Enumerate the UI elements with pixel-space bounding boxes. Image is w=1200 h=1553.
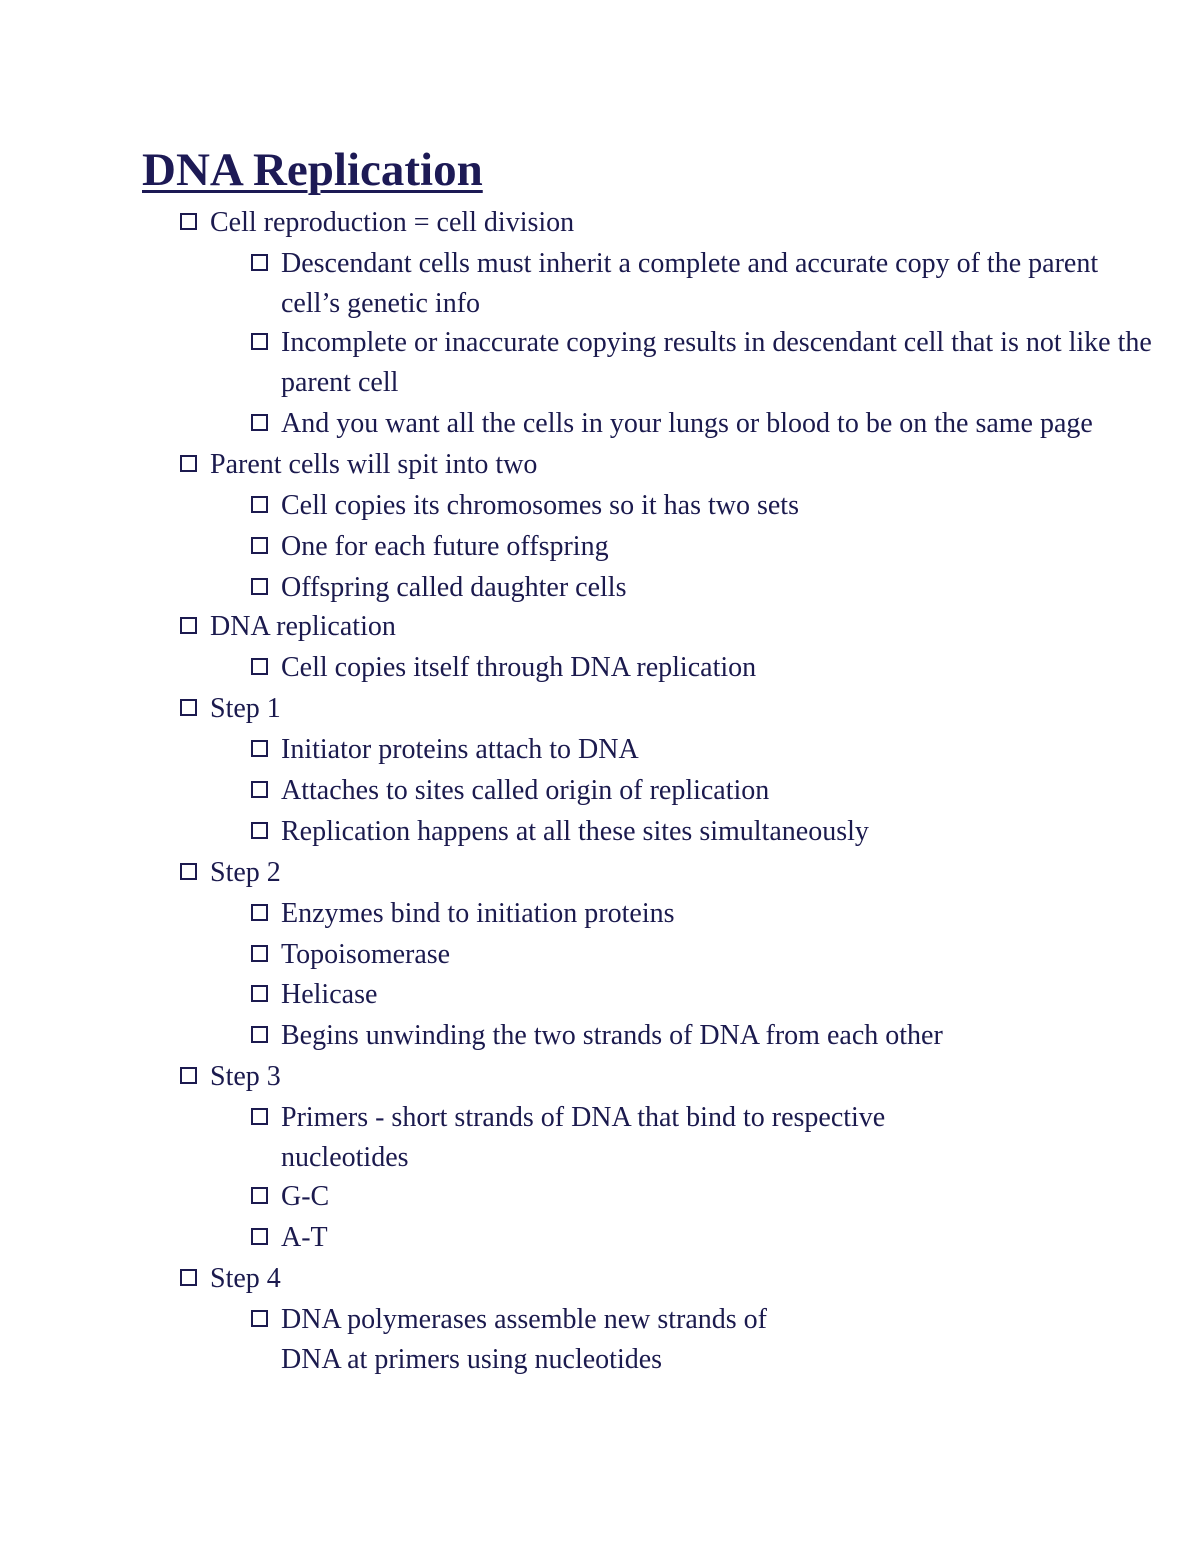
outline-subitem-text: Attaches to sites called origin of replication	[281, 775, 770, 806]
checkbox-square-icon	[251, 1026, 268, 1043]
outline-subitem-text: And you want all the cells in your lungs or blood to be on the same page	[281, 408, 1093, 439]
outline-subitem-text: Incomplete or inaccurate copying results in descendant cell that is not like the parent cell	[281, 327, 1159, 398]
outline-item-text: Step 3	[210, 1061, 281, 1092]
outline-subitem-text: A-T	[281, 1222, 328, 1253]
checkbox-square-icon	[251, 1108, 268, 1125]
outline-subitem-text: Initiator proteins attach to DNA	[281, 734, 639, 765]
checkbox-square-icon	[251, 414, 268, 431]
checkbox-square-icon	[251, 904, 268, 921]
outline-subitem-text: Topoisomerase	[281, 939, 451, 970]
outline-item	[210, 445, 537, 485]
checkbox-square-icon	[180, 1067, 197, 1084]
outline-subitem	[281, 527, 1161, 567]
outline-subitem	[281, 1218, 1161, 1258]
outline-subitem	[281, 771, 1161, 811]
outline-subitem	[281, 1098, 941, 1177]
outline-subitem	[281, 568, 1161, 608]
outline-subitem	[281, 244, 1161, 323]
outline-subitem-text: Primers - short strands of DNA that bind to respective nucleotides	[281, 1102, 893, 1173]
outline-subitem	[281, 404, 1181, 444]
outline-subitem-text: One for each future offspring	[281, 531, 609, 562]
outline-subitem	[281, 1016, 1161, 1056]
checkbox-square-icon	[180, 213, 197, 230]
checkbox-square-icon	[251, 1310, 268, 1327]
checkbox-square-icon	[251, 658, 268, 675]
outline-subitem	[281, 323, 1161, 402]
outline-subitem-text: Replication happens at all these sites simultaneously	[281, 816, 869, 847]
checkbox-square-icon	[251, 781, 268, 798]
outline-item-text: DNA replication	[210, 611, 396, 642]
outline-subitem-text: Descendant cells must inherit a complete and accurate copy of the parent cell’s genetic info	[281, 248, 1106, 319]
outline-subitem-text: DNA polymerases assemble new strands of DNA at primers using nucleotides	[281, 1304, 775, 1375]
outline-item	[210, 1057, 281, 1097]
checkbox-square-icon	[180, 617, 197, 634]
outline-subitem-text: Helicase	[281, 979, 378, 1010]
page-title: DNA Replication	[142, 144, 483, 196]
checkbox-square-icon	[180, 455, 197, 472]
checkbox-square-icon	[251, 822, 268, 839]
outline-item-text: Parent cells will spit into two	[210, 449, 538, 480]
outline-item-text: Cell reproduction = cell division	[210, 207, 575, 238]
outline-subitem	[281, 486, 1161, 526]
outline-subitem-text: G-C	[281, 1181, 330, 1212]
checkbox-square-icon	[251, 985, 268, 1002]
outline-item	[210, 853, 281, 893]
outline-item-text: Step 4	[210, 1263, 281, 1294]
outline-item	[210, 1259, 281, 1299]
outline-subitem	[281, 730, 1161, 770]
outline-subitem	[281, 812, 1161, 852]
checkbox-square-icon	[251, 1187, 268, 1204]
checkbox-square-icon	[251, 333, 268, 350]
outline-subitem	[281, 1300, 821, 1379]
outline-item	[210, 607, 396, 647]
outline-item-text: Step 2	[210, 857, 281, 888]
checkbox-square-icon	[251, 1228, 268, 1245]
checkbox-square-icon	[251, 537, 268, 554]
checkbox-square-icon	[180, 699, 197, 716]
outline-subitem	[281, 975, 1161, 1015]
outline-item	[210, 203, 574, 243]
outline-subitem-text: Cell copies itself through DNA replication	[281, 652, 757, 683]
checkbox-square-icon	[180, 863, 197, 880]
checkbox-square-icon	[251, 740, 268, 757]
outline-subitem-text: Offspring called daughter cells	[281, 572, 627, 603]
checkbox-square-icon	[251, 578, 268, 595]
checkbox-square-icon	[180, 1269, 197, 1286]
checkbox-square-icon	[251, 945, 268, 962]
outline-subitem-text: Cell copies its chromosomes so it has two sets	[281, 490, 799, 521]
outline-subitem	[281, 935, 1161, 975]
outline-subitem-text: Begins unwinding the two strands of DNA from each other	[281, 1020, 943, 1051]
checkbox-square-icon	[251, 496, 268, 513]
outline-subitem	[281, 648, 1161, 688]
checkbox-square-icon	[251, 254, 268, 271]
outline-subitem	[281, 894, 1161, 934]
outline-subitem-text: Enzymes bind to initiation proteins	[281, 898, 675, 929]
outline-item-text: Step 1	[210, 693, 281, 724]
outline-subitem	[281, 1177, 1161, 1217]
outline-item	[210, 689, 281, 729]
